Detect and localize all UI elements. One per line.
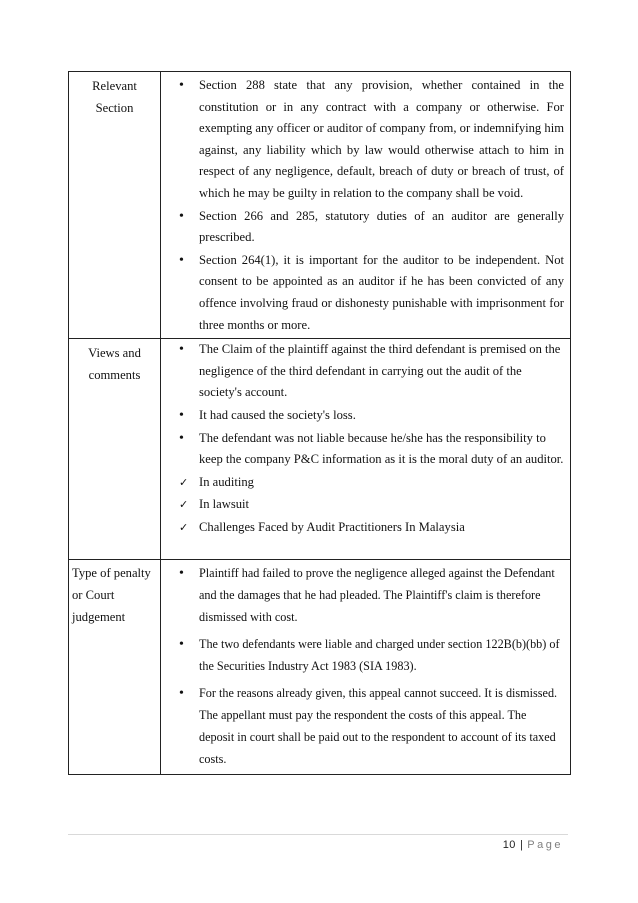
list-item: ✓ In lawsuit	[161, 494, 570, 516]
list-item: ✓ Challenges Faced by Audit Practitioners In Malaysia	[161, 517, 570, 539]
row-label-cell	[69, 72, 161, 339]
row-label-cell	[69, 560, 161, 775]
bullet-icon	[179, 75, 193, 97]
bullet-list	[161, 339, 570, 559]
bullet-icon	[179, 339, 193, 361]
list-item: • Section 288 state that any provision, whether contained in the constitution or in any contract with a company or otherwise. For exempting any officer or auditor of company from, or indemnifying him against, any liability which by law would otherwise attach to him in respect of any negligence, default, breach of duty or breach of trust, of which he may be guilty in relation to the company shall be void.	[161, 75, 570, 205]
bullet-list	[161, 560, 570, 774]
list-item: • For the reasons already given, this appeal cannot succeed. It is dismissed. The appellant must pay the respondent the costs of this appeal. The deposit in court shall be paid out to the respondent to account of its taxed costs.	[161, 682, 570, 770]
checkmark-icon	[179, 517, 193, 539]
row-label: Type of penalty or Court judgement	[72, 566, 151, 625]
checkmark-icon	[179, 472, 193, 494]
bullet-icon	[179, 405, 193, 427]
table-row	[69, 339, 571, 560]
row-content-cell	[161, 339, 571, 560]
row-label-cell	[69, 339, 161, 560]
page-footer	[503, 839, 563, 851]
bullet-icon	[179, 206, 193, 228]
row-content-cell	[161, 72, 571, 339]
list-item: • Section 266 and 285, statutory duties of an auditor are generally prescribed.	[161, 206, 570, 249]
bullet-list	[161, 72, 570, 338]
bullet-icon	[179, 682, 193, 705]
case-summary-table	[68, 71, 571, 775]
list-item: • Section 264(1), it is important for the auditor to be independent. Not consent to be appointed as an auditor if he has been convicted of any offence involving fraud or dishonesty punishable with imprisonment for three months or more.	[161, 250, 570, 336]
bullet-icon	[179, 562, 193, 585]
page-word: Page	[527, 839, 563, 851]
bullet-icon	[179, 250, 193, 272]
list-item: • The Claim of the plaintiff against the third defendant is premised on the negligence of the third defendant in carrying out the audit of the society's account.	[161, 339, 570, 404]
list-item: • Plaintiff had failed to prove the negligence alleged against the Defendant and the damages that he had pleaded. The Plaintiff's claim is therefore dismissed with cost.	[161, 562, 570, 628]
row-label: Relevant Section	[92, 79, 137, 115]
list-item: ✓ In auditing	[161, 472, 570, 494]
table-row	[69, 560, 571, 775]
footer-separator: |	[519, 839, 524, 851]
footer-divider	[68, 834, 568, 835]
checkmark-icon	[179, 494, 193, 516]
bullet-icon	[179, 633, 193, 656]
list-item: • The defendant was not liable because he/she has the responsibility to keep the company P&C information as it is the moral duty of an auditor.	[161, 428, 570, 471]
bullet-icon	[179, 428, 193, 450]
page-number: 10	[502, 839, 516, 851]
list-item: • The two defendants were liable and charged under section 122B(b)(bb) of the Securities Industry Act 1983 (SIA 1983).	[161, 633, 570, 677]
table-row	[69, 72, 571, 339]
row-content-cell	[161, 560, 571, 775]
list-item: • It had caused the society's loss.	[161, 405, 570, 427]
row-label: Views and comments	[88, 346, 141, 382]
